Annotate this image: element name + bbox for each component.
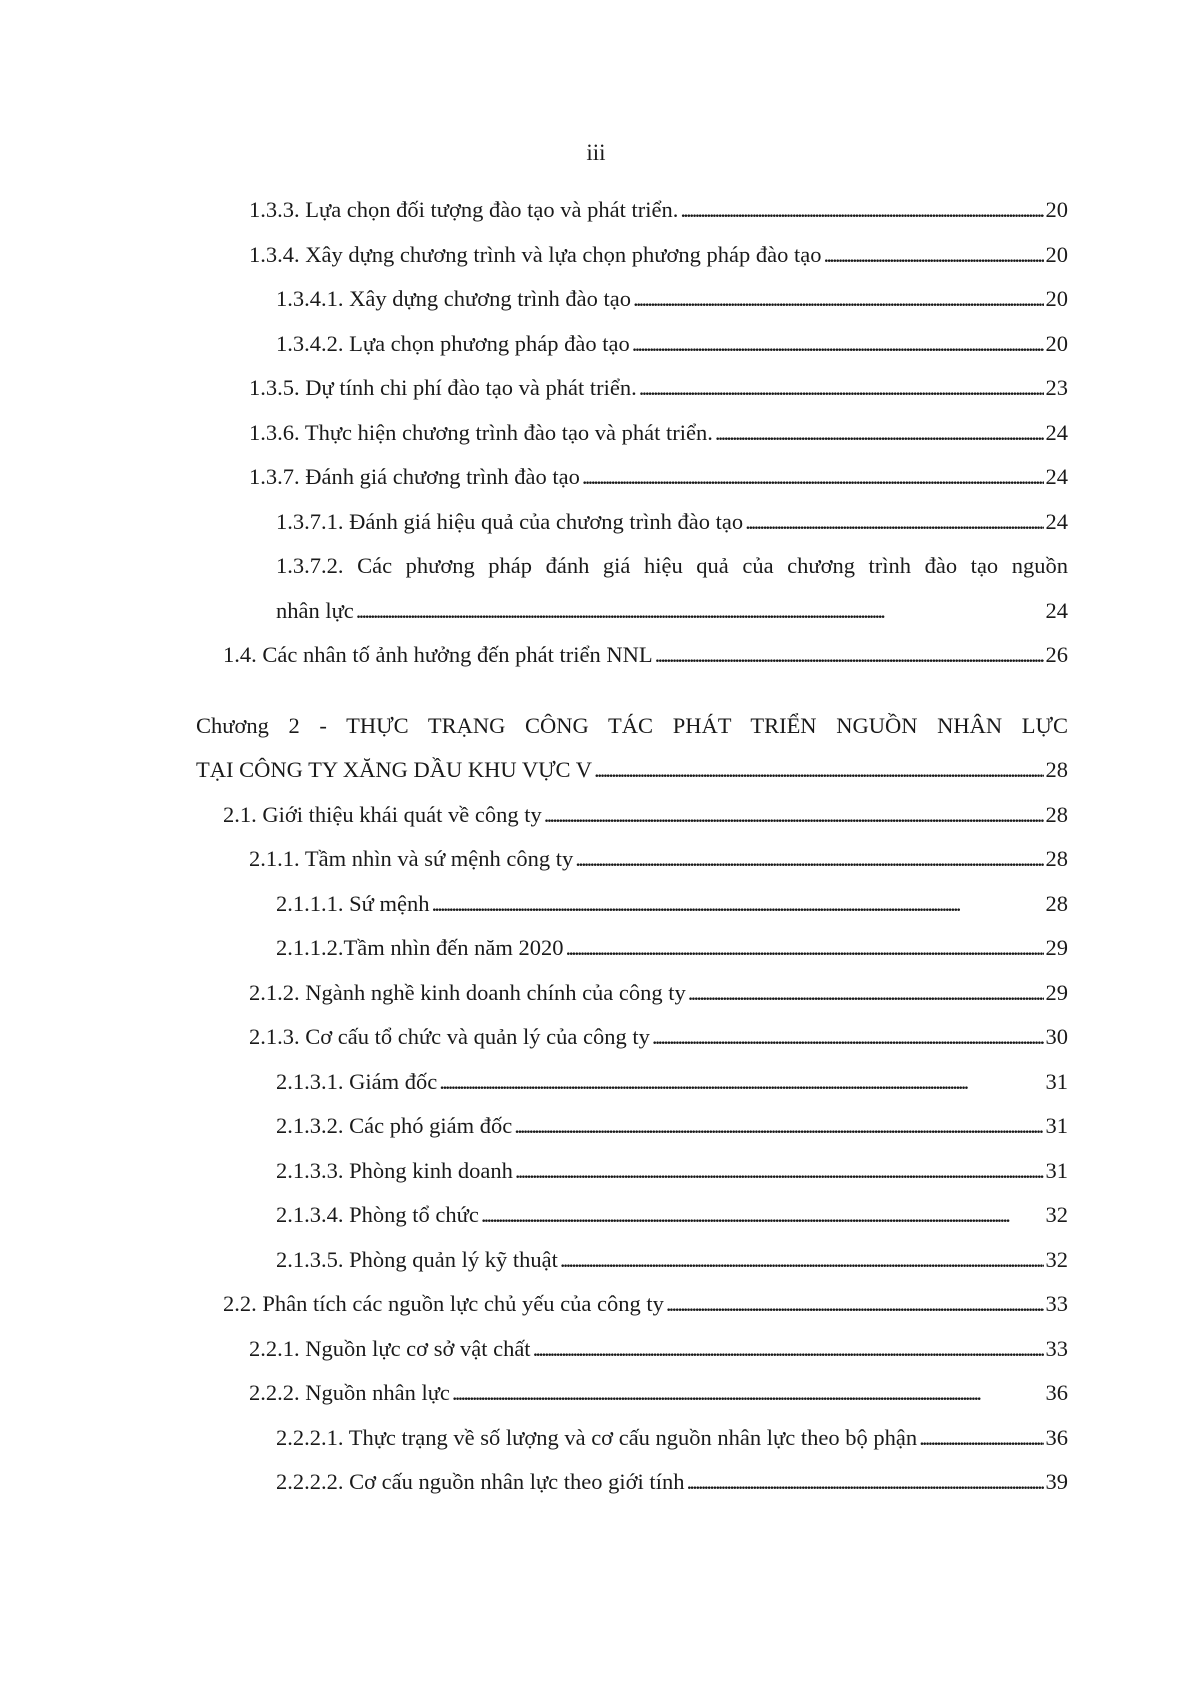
toc-leader-dots: [686, 1460, 1043, 1505]
toc-entry-page: 20: [1045, 241, 1068, 267]
toc-entry[interactable]: [196, 1015, 1068, 1060]
toc-entry-title: 1.3.4. Xây dựng chương trình và lựa chọn phương pháp đào tạo: [249, 241, 822, 267]
toc-entry-page: 24: [1045, 419, 1068, 445]
toc-entry[interactable]: [196, 277, 1068, 322]
toc-entry-page: 30: [1045, 1024, 1068, 1049]
toc-entry-page: 24: [1045, 597, 1068, 623]
toc-entry[interactable]: [196, 1460, 1068, 1505]
toc-entry-title: 2.2.2. Nguồn nhân lực: [249, 1380, 450, 1405]
toc-entry-title: 2.2.1. Nguồn lực cơ sở vật chất: [249, 1335, 531, 1361]
toc-entry-page: 31: [1045, 1068, 1068, 1094]
toc-entry-multiline[interactable]: [196, 544, 1068, 633]
toc-entry-title: 2.1.3.4. Phòng tổ chức: [276, 1202, 479, 1227]
toc-entry-title: 2.2. Phân tích các nguồn lực chủ yếu của công ty: [223, 1291, 664, 1316]
toc-entry-title: 1.3.4.1. Xây dựng chương trình đào tạo: [276, 286, 631, 311]
toc-leader-dots: [594, 748, 1043, 793]
toc-leader-dots: [514, 1104, 1043, 1149]
toc-entry[interactable]: [196, 322, 1068, 367]
toc-entry-title: 2.1.3.1. Giám đốc: [276, 1068, 438, 1094]
toc-leader-dots: [565, 926, 1043, 971]
toc-leader-dots: [745, 500, 1043, 545]
toc-entry-title-line2: nhân lực: [276, 597, 354, 623]
toc-entry-title: 1.3.7. Đánh giá chương trình đào tạo: [249, 464, 580, 489]
toc-entry[interactable]: [196, 1060, 1068, 1105]
toc-entry-page: 20: [1045, 330, 1068, 356]
toc-entry-title: 1.3.4.2. Lựa chọn phương pháp đào tạo: [276, 330, 630, 356]
toc-leader-dots: [431, 882, 1043, 927]
toc-entry-page: 29: [1045, 935, 1068, 960]
toc-entry[interactable]: [196, 411, 1068, 456]
toc-entry-page: 28: [1045, 801, 1068, 827]
toc-leader-dots: [356, 589, 1044, 634]
toc-leader-dots: [481, 1193, 1044, 1238]
toc-entry-title: 2.1.1. Tầm nhìn và sứ mệnh công ty: [249, 846, 574, 871]
toc-entry[interactable]: [196, 1104, 1068, 1149]
toc-entry[interactable]: [196, 1193, 1068, 1238]
toc-entry-title: 2.1.2. Ngành nghề kinh doanh chính của công ty: [249, 979, 686, 1005]
toc-entry[interactable]: [196, 882, 1068, 927]
toc-entry-title: 1.3.6. Thực hiện chương trình đào tạo và phát triển.: [249, 419, 713, 445]
toc-entry-page: 33: [1045, 1291, 1068, 1316]
toc-leader-dots: [452, 1371, 1044, 1416]
toc-chapter-entry[interactable]: [196, 704, 1068, 793]
toc-leader-dots: [823, 233, 1043, 278]
toc-entry-title: 1.3.7.1. Đánh giá hiệu quả của chương trình đào tạo: [276, 508, 744, 534]
toc-entry-page: 26: [1045, 642, 1068, 667]
toc-entry-page: 28: [1045, 757, 1068, 782]
toc-leader-dots: [715, 411, 1044, 456]
toc-leader-dots: [639, 366, 1044, 411]
toc-entry-page: 20: [1045, 286, 1068, 311]
toc-chapter-title-line2: TẠI CÔNG TY XĂNG DẦU KHU VỰC V: [196, 757, 593, 782]
toc-entry-page: 20: [1045, 197, 1068, 222]
toc-entry-title: 2.1.1.1. Sứ mệnh: [276, 890, 430, 916]
toc-leader-dots: [632, 322, 1044, 367]
toc-entry-title: 2.1.1.2.Tầm nhìn đến năm 2020: [276, 935, 564, 960]
toc-entry[interactable]: [196, 1327, 1068, 1372]
chapter-spacer: [196, 678, 1068, 704]
toc-entry-page: 33: [1045, 1335, 1068, 1361]
toc-leader-dots: [575, 837, 1043, 882]
toc-leader-dots: [666, 1282, 1044, 1327]
toc-leader-dots: [680, 188, 1043, 233]
toc-entry-page: 24: [1045, 464, 1068, 489]
toc-leader-dots: [688, 971, 1044, 1016]
toc-entry[interactable]: [196, 1238, 1068, 1283]
toc-entry-title: 2.2.2.1. Thực trạng về số lượng và cơ cấu nguồn nhân lực theo bộ phận: [276, 1424, 918, 1450]
toc-entry[interactable]: [196, 233, 1068, 278]
toc-entry-page: 32: [1045, 1202, 1068, 1227]
toc-entry[interactable]: [196, 1371, 1068, 1416]
toc-entry[interactable]: [196, 1416, 1068, 1461]
toc-leader-dots: [655, 633, 1044, 678]
toc-entry-title: 2.2.2.2. Cơ cấu nguồn nhân lực theo giới tính: [276, 1469, 685, 1494]
toc-leader-dots: [582, 455, 1044, 500]
toc-entry[interactable]: [196, 1282, 1068, 1327]
toc-entry[interactable]: [196, 926, 1068, 971]
toc-entry-page: 32: [1045, 1246, 1068, 1272]
toc-leader-dots: [544, 793, 1044, 838]
toc-entry-page: 28: [1045, 846, 1068, 871]
toc-entry-title: 2.1.3.3. Phòng kinh doanh: [276, 1157, 513, 1183]
toc-leader-dots: [533, 1327, 1044, 1372]
toc-entry[interactable]: [196, 971, 1068, 1016]
toc-entry-title: 2.1. Giới thiệu khái quát về công ty: [223, 801, 542, 827]
toc-entry-page: 36: [1045, 1380, 1068, 1405]
toc-leader-dots: [560, 1238, 1044, 1283]
toc-entry[interactable]: [196, 366, 1068, 411]
toc-entry-page: 23: [1045, 375, 1068, 400]
toc-entry-continuation: [196, 748, 1068, 793]
toc-entry-continuation: [196, 589, 1068, 634]
toc-leader-dots: [515, 1149, 1044, 1194]
toc-entry[interactable]: [196, 837, 1068, 882]
toc-entry-title: 2.1.3. Cơ cấu tổ chức và quản lý của công ty: [249, 1024, 650, 1049]
toc-entry-page: 31: [1045, 1157, 1068, 1183]
toc-entry[interactable]: [196, 793, 1068, 838]
page-number: iii: [586, 140, 606, 165]
toc-leader-dots: [919, 1416, 1043, 1461]
toc-entry-page: 29: [1045, 979, 1068, 1005]
toc-chapter-title-line1: Chương 2 - THỰC TRẠNG CÔNG TÁC PHÁT TRIỂN NGUỒN NHÂN LỰC: [196, 712, 1068, 738]
toc-entry-title: 1.3.5. Dự tính chi phí đào tạo và phát triển.: [249, 375, 637, 400]
toc-entry-page: 28: [1045, 890, 1068, 916]
toc-entry[interactable]: [196, 1149, 1068, 1194]
toc-entry-title-line1: 1.3.7.2. Các phương pháp đánh giá hiệu quả của chương trình đào tạo nguồn: [276, 553, 1068, 578]
toc-entry-title: 1.3.3. Lựa chọn đối tượng đào tạo và phát triển.: [249, 197, 679, 222]
toc-entry-page: 31: [1045, 1113, 1068, 1138]
toc-leader-dots: [633, 277, 1044, 322]
toc-entry-title: 1.4. Các nhân tố ảnh hưởng đến phát triển NNL: [223, 642, 653, 667]
toc-entry-page: 36: [1045, 1424, 1068, 1450]
toc-entry[interactable]: [196, 455, 1068, 500]
toc-entry-title: 2.1.3.2. Các phó giám đốc: [276, 1113, 513, 1138]
toc-entry[interactable]: [196, 633, 1068, 678]
toc-leader-dots: [439, 1060, 1043, 1105]
toc-entry-title: 2.1.3.5. Phòng quản lý kỹ thuật: [276, 1246, 558, 1272]
table-of-contents: [196, 188, 1068, 1505]
toc-entry-page: 39: [1045, 1469, 1068, 1494]
toc-entry-page: 24: [1045, 508, 1068, 534]
toc-leader-dots: [652, 1015, 1044, 1060]
toc-entry[interactable]: [196, 188, 1068, 233]
toc-entry[interactable]: [196, 500, 1068, 545]
